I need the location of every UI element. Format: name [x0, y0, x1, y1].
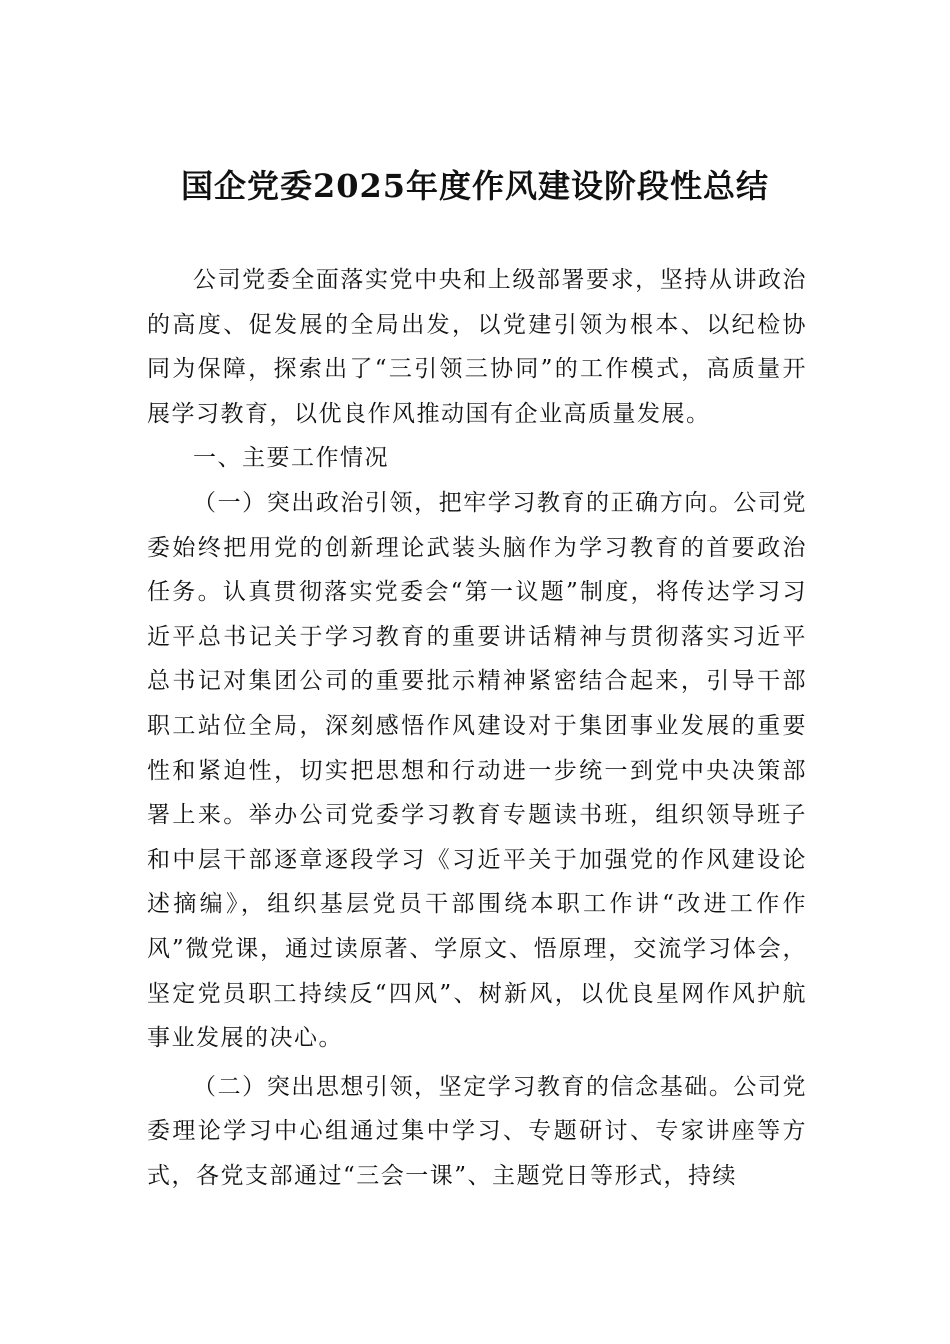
document-title: 国企党委2025年度作风建设阶段性总结 [180, 167, 770, 205]
section-heading: 一、主要工作情况 [193, 445, 389, 472]
item-one-paragraph [147, 481, 807, 1061]
item-one-body: 公司党委始终把用党的创新理论武装头脑作为学习教育的首要政治任务。认真贯彻落实党委会“第一议题”制度，将传达学习习近平总书记关于学习教育的重要讲话精神与贯彻落实习近平总书记对集团公司的重要批示精神紧密结合起来，引导干部职工站位全局，深刻感悟作风建设对于集团事业发展的重要性和紧迫性，切实把思想和行动进一步统一到党中央决策部署上来。举办公司党委学习教育专题读书班，组织领导班子和中层干部逐章逐段学习《习近平关于加强党的作风建设论述摘编》，组织基层党员干部围绕本职工作讲“改进工作作风”微党课，通过读原著、学原文、悟原理，交流学习体会，坚定党员职工持续反“四风”、树新风，以优良星网作风护航事业发展的决心。 [147, 489, 807, 1052]
item-two-paragraph [147, 1065, 807, 1199]
item-one-lead: （一）突出政治引领，把牢学习教育的正确方向。 [193, 489, 734, 516]
item-two-lead: （二）突出思想引领，坚定学习教育的信念基础。 [193, 1073, 734, 1100]
document-body [147, 258, 807, 1198]
item-two-body: 公司党委理论学习中心组通过集中学习、专题研讨、专家讲座等方式，各党支部通过“三会一课”、主题党日等形式，持续 [147, 1073, 807, 1189]
intro-paragraph: 公司党委全面落实党中央和上级部署要求，坚持从讲政治的高度、促发展的全局出发，以党建引领为根本、以纪检协同为保障，探索出了“三引领三协同”的工作模式，高质量开展学习教育，以优良作风推动国有企业高质量发展。 [147, 267, 807, 427]
